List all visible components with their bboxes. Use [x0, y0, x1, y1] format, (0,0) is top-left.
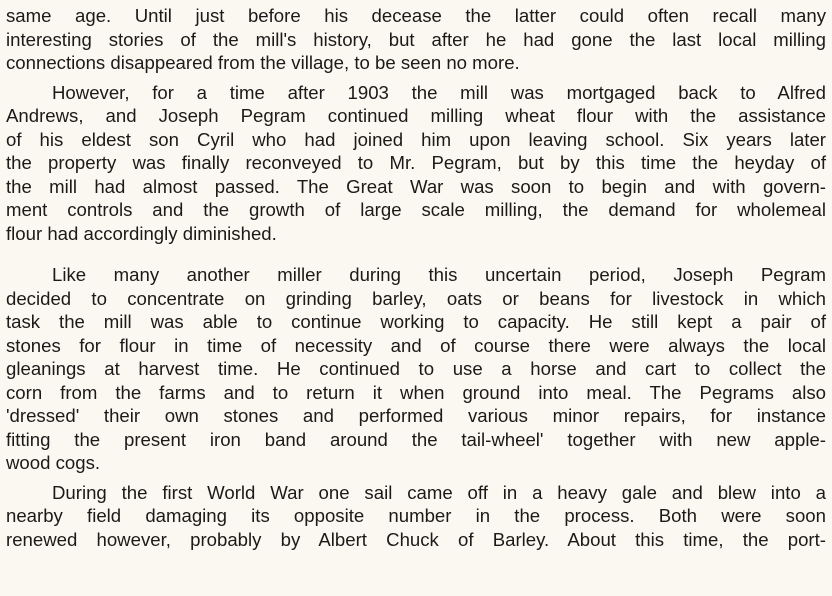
text-line: task the mill was able to continue working to capacity. He still kept a pair of	[6, 311, 826, 332]
text-line: nearby field damaging its opposite number in the process. Both were soon	[6, 505, 826, 526]
text-line: flour had accordingly diminished.	[6, 222, 277, 244]
text-line: During the first World War one sail came off in a heavy gale and blew into a	[52, 481, 826, 503]
paragraph-2	[6, 81, 826, 246]
paragraph-4	[6, 481, 826, 552]
text-line: interesting stories of the mill's history, but after he had gone the last local milling	[6, 28, 826, 50]
text-line: fitting the present iron band around the tail-wheel' together with new apple-	[6, 428, 826, 450]
text-line: 'dressed' their own stones and performed various minor repairs, for instance	[6, 405, 826, 426]
text-line: stones for flour in time of necessity and of course there were always the local	[6, 334, 826, 356]
text-line: same age. Until just before his decease the latter could often recall many	[6, 5, 826, 26]
text-line: the property was finally reconveyed to Mr. Pegram, but by this time the heyday of	[6, 152, 826, 173]
text-line: decided to concentrate on grinding barley, oats or beans for livestock in which	[6, 287, 826, 309]
text-line: corn from the farms and to return it when ground into meal. The Pegrams also	[6, 381, 826, 403]
text-line: Andrews, and Joseph Pegram continued milling wheat flour with the assistance	[6, 105, 826, 126]
text-line: of his eldest son Cyril who had joined him upon leaving school. Six years later	[6, 128, 826, 150]
paragraph-1	[6, 4, 826, 75]
text-line: Like many another miller during this uncertain period, Joseph Pegram	[52, 264, 826, 285]
text-line: connections disappeared from the village, to be seen no more.	[6, 52, 520, 73]
text-line: wood cogs.	[6, 452, 101, 473]
text-line: However, for a time after 1903 the mill was mortgaged back to Alfred	[52, 81, 826, 103]
text-line: gleanings at harvest time. He continued to use a horse and cart to collect the	[6, 358, 826, 379]
paragraph-spacer	[6, 245, 826, 263]
paragraph-3	[6, 263, 826, 475]
text-line: the mill had almost passed. The Great War was soon to begin and with govern-	[6, 175, 826, 197]
text-line: renewed however, probably by Albert Chuck of Barley. About this time, the port-	[6, 528, 826, 550]
text-line: ment controls and the growth of large scale milling, the demand for wholemeal	[6, 199, 826, 220]
